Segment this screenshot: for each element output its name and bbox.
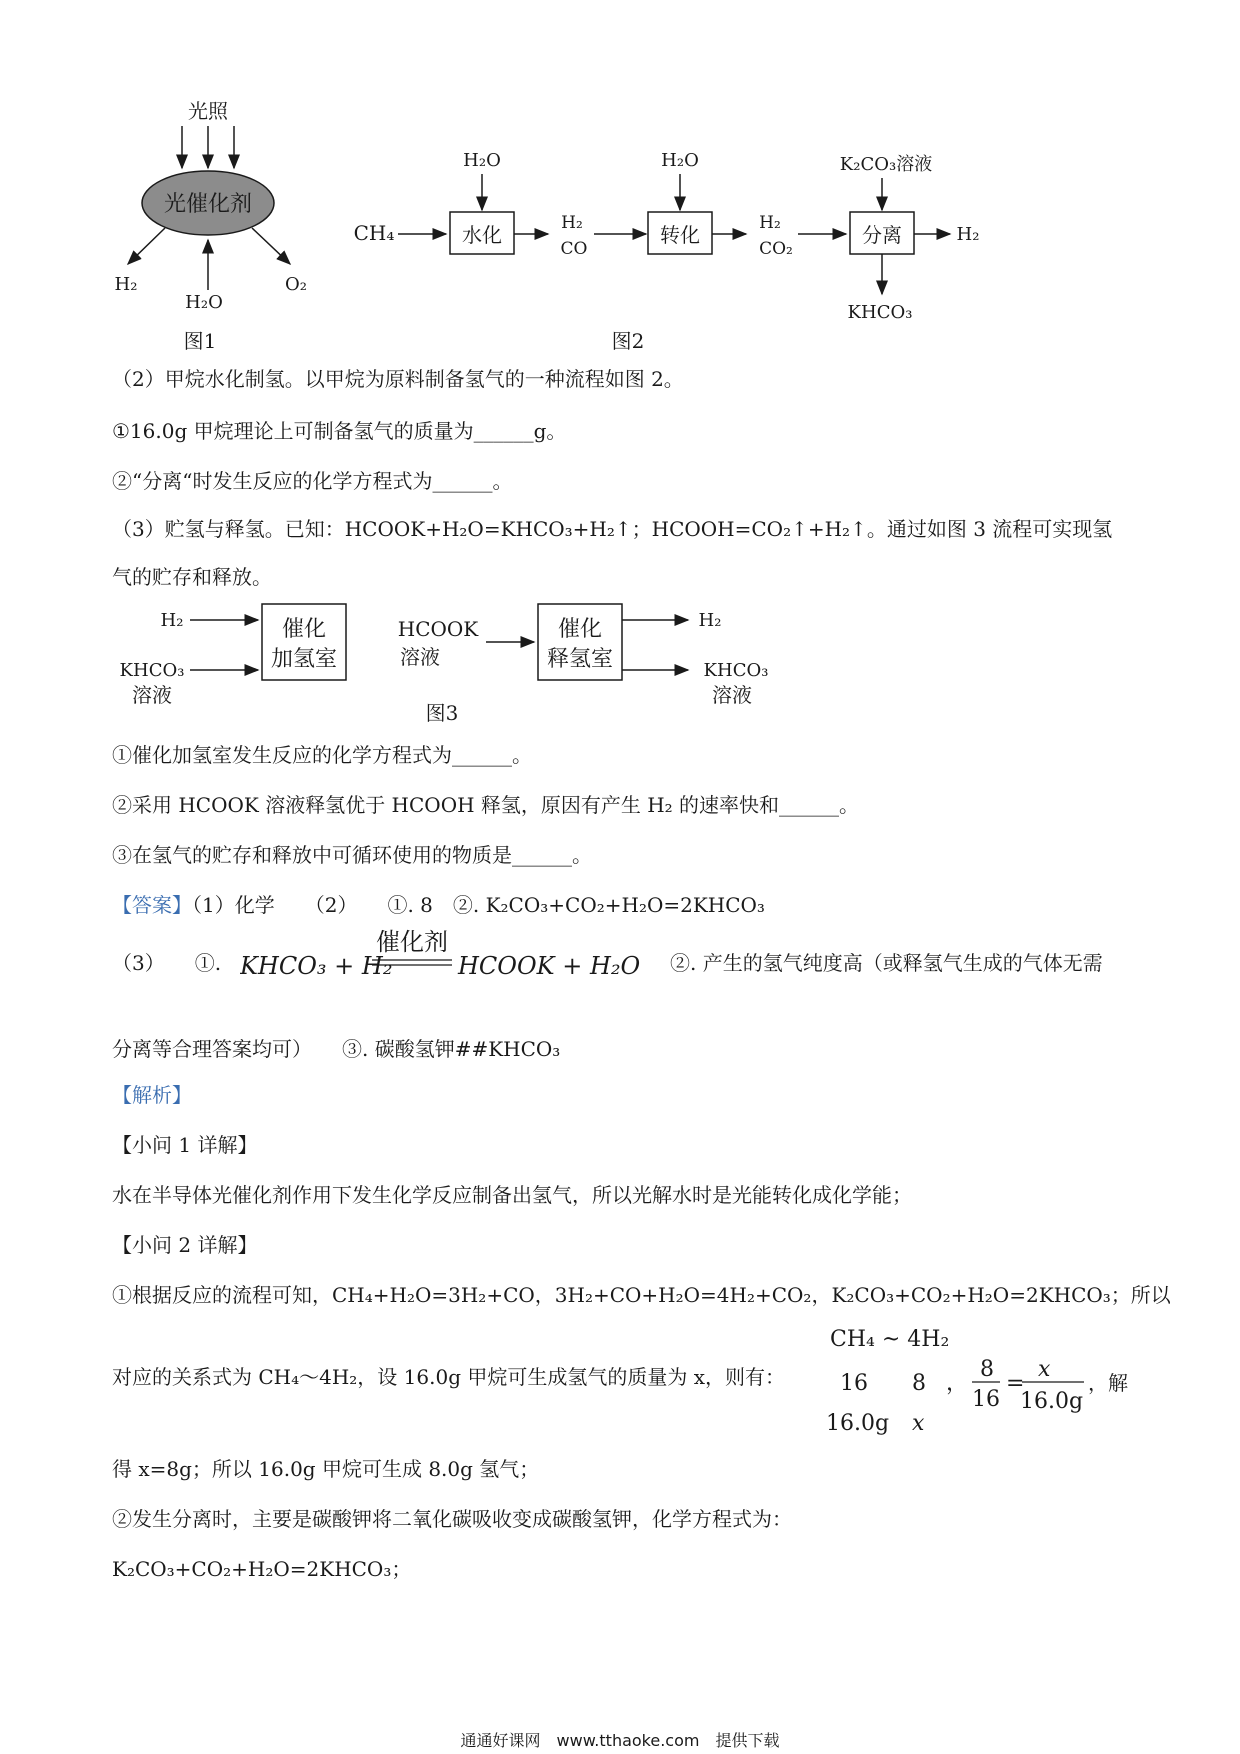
k2co3-label: K₂CO₃溶液 <box>839 154 933 175</box>
rel-16: 16 <box>840 1371 868 1396</box>
eq-left: KHCO₃ + H₂ <box>240 952 393 980</box>
figure-2 <box>354 150 980 353</box>
answer-line1-text: （1）化学 （2） ①. 8 ②. K₂CO₃+CO₂+H₂O=2KHCO₃ <box>192 893 765 917</box>
s2-text5: K₂CO₃+CO₂+H₂O=2KHCO₃； <box>112 1557 412 1581</box>
s2-text3: 得 x=8g；所以 16.0g 甲烷可生成 8.0g 氢气； <box>112 1457 540 1481</box>
frac-a-den: 16 <box>972 1387 1000 1412</box>
fig2-caption: 图2 <box>611 329 645 353</box>
figures-1-2 <box>0 0 1240 370</box>
ch4-label: CH₄ <box>353 221 395 245</box>
analysis-tag: 【解析】 <box>112 1083 192 1107</box>
rel-comma: ， <box>946 1371 969 1396</box>
mid2-co2: CO₂ <box>759 239 793 259</box>
answer-line3: 分离等合理答案均可） ③. 碳酸氢钾##KHCO₃ <box>112 1037 561 1061</box>
rel-8: 8 <box>912 1371 926 1396</box>
s2-text4: ②发生分离时，主要是碳酸钾将二氧化碳吸收变成碳酸氢钾，化学方程式为： <box>112 1507 792 1531</box>
q2-intro: （2）甲烷水化制氢。以甲烷为原料制备氢气的一种流程如图 2。 <box>112 367 684 391</box>
answer-tag: 【答案】 <box>112 893 192 917</box>
box2-l2: 释氢室 <box>546 647 614 672</box>
h2o-1-label: H₂O <box>463 150 501 171</box>
q3-sub2: ②采用 HCOOK 溶液释氢优于 HCOOH 释氢，原因有产生 H₂ 的速率快和______。 <box>112 793 860 817</box>
q3-intro-line2: 气的贮存和释放。 <box>112 565 272 589</box>
answer-line2-suffix: ②. 产生的氢气纯度高（或释氢气生成的气体无需 <box>670 951 1103 975</box>
catalyst-label: 光催化剂 <box>163 192 253 217</box>
figure-1 <box>115 99 307 353</box>
conversion-label: 转化 <box>660 223 700 247</box>
fig3-hcook-sol: 溶液 <box>400 645 440 669</box>
rel-top: CH₄ ~ 4H₂ <box>830 1327 950 1352</box>
figure-3 <box>0 596 1240 730</box>
q3-intro-line1: （3）贮氢与释氢。已知：HCOOK+H₂O=KHCO₃+H₂↑；HCOOH=CO₂↑+H₂↑。通过如图 3 流程可实现氢 <box>112 517 1113 541</box>
h2-label: H₂ <box>114 274 138 295</box>
solve-label: ，解 <box>1088 1371 1128 1395</box>
fig1-caption: 图1 <box>183 329 217 353</box>
answer-line2-prefix: （3） ①. <box>112 951 222 975</box>
h2-out-arrow <box>128 228 165 264</box>
rel-x: x <box>912 1411 925 1436</box>
o2-out-arrow <box>252 228 290 264</box>
hydration-label: 水化 <box>462 223 502 247</box>
fig3-h2-in: H₂ <box>160 610 184 631</box>
fig3-khco3-out: KHCO₃ <box>703 660 769 681</box>
q3-sub3: ③在氢气的贮存和释放中可循环使用的物质是______。 <box>112 843 592 867</box>
answer-line1 <box>112 892 765 918</box>
fig3-sol-in: 溶液 <box>132 683 172 707</box>
box1-l2: 加氢室 <box>270 647 338 672</box>
eq-right: HCOOK + H₂O <box>458 952 641 980</box>
relation-math <box>800 1318 1140 1438</box>
mid1-h2: H₂ <box>561 213 583 233</box>
fig3-caption: 图3 <box>425 701 459 725</box>
s1-text: 水在半导体光催化剂作用下发生化学反应制备出氢气，所以光解水时是光能转化成化学能； <box>112 1183 912 1207</box>
fig3-khco3-in: KHCO₃ <box>119 660 185 681</box>
q2-sub2: ②“分离“时发生反应的化学方程式为______。 <box>112 469 513 493</box>
frac-eq: = <box>1006 1371 1025 1396</box>
page-footer: 通通好课网 www.tthaoke.com 提供下载 <box>460 1731 780 1750</box>
mid2-h2: H₂ <box>759 213 781 233</box>
frac-a-num: 8 <box>980 1357 994 1382</box>
o2-label: O₂ <box>285 274 307 295</box>
answer-equation <box>240 922 660 992</box>
mid1-co: CO <box>560 239 588 259</box>
h2o-2-label: H₂O <box>661 150 699 171</box>
h2-out-label: H₂ <box>956 224 980 245</box>
h2o-label: H₂O <box>185 292 223 313</box>
rel-mass: 16.0g <box>826 1411 890 1436</box>
q3-sub1: ①催化加氢室发生反应的化学方程式为______。 <box>112 743 532 767</box>
separation-label: 分离 <box>862 223 902 247</box>
s2-text2: 对应的关系式为 CH₄～4H₂，设 16.0g 甲烷可生成氢气的质量为 x，则有： <box>112 1365 785 1389</box>
box1-l1: 催化 <box>281 617 327 642</box>
frac-b-den: 16.0g <box>1020 1389 1084 1414</box>
q2-sub1: ①16.0g 甲烷理论上可制备氢气的质量为______g。 <box>112 419 567 443</box>
light-label: 光照 <box>188 99 228 123</box>
frac-b-num: x <box>1038 1357 1051 1382</box>
fig3-h2-out: H₂ <box>698 610 722 631</box>
s1-title: 【小问 1 详解】 <box>112 1133 258 1157</box>
s2-text1: ①根据反应的流程可知，CH₄+H₂O=3H₂+CO，3H₂+CO+H₂O=4H₂+CO₂，K₂CO₃+CO₂+H₂O=2KHCO₃；所以 <box>112 1283 1171 1307</box>
s2-title: 【小问 2 详解】 <box>112 1233 258 1257</box>
khco3-out-label: KHCO₃ <box>847 302 913 323</box>
fig3-hcook: HCOOK <box>397 617 479 641</box>
box2-l1: 催化 <box>557 617 603 642</box>
fig3-sol-out: 溶液 <box>712 683 752 707</box>
eq-catalyst: 催化剂 <box>376 928 448 956</box>
